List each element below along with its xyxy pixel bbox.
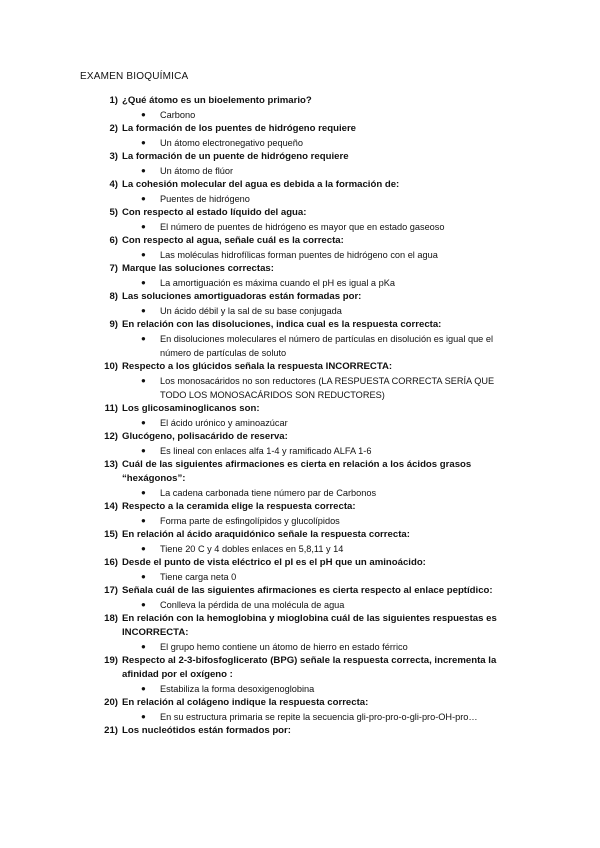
answer-text: Forma parte de esfingolípidos y glucolípidos (160, 516, 340, 526)
answer-row (0, 444, 600, 458)
question-number: 14) (104, 501, 118, 512)
answer-row (0, 542, 600, 556)
question-row (0, 500, 600, 514)
question-text: Glucógeno, polisacárido de reserva: (122, 431, 288, 442)
question-item (0, 290, 600, 318)
answer-text: Tiene carga neta 0 (160, 572, 237, 582)
question-text: En relación con la hemoglobina y mioglobina cuál de las siguientes respuestas es INCORRECTA: (122, 613, 497, 638)
bullet-icon: ● (141, 376, 146, 385)
question-row (0, 458, 600, 486)
question-number: 6) (109, 235, 118, 246)
question-number: 20) (104, 697, 118, 708)
question-text: Cuál de las siguientes afirmaciones es cierta en relación a los ácidos grasos “hexágonos”: (122, 459, 472, 484)
question-text: Los glicosaminoglicanos son: (122, 403, 260, 414)
question-row (0, 430, 600, 444)
question-number: 19) (104, 655, 118, 666)
bullet-icon: ● (141, 544, 146, 553)
question-number: 3) (109, 151, 118, 162)
question-row (0, 528, 600, 542)
question-item (0, 262, 600, 290)
answer-text: El número de puentes de hidrógeno es mayor que en estado gaseoso (160, 222, 445, 232)
answer-row (0, 374, 600, 402)
question-item (0, 724, 600, 738)
question-number: 16) (104, 557, 118, 568)
question-number: 4) (109, 179, 118, 190)
bullet-icon: ● (141, 712, 146, 721)
question-number: 21) (104, 725, 118, 736)
answer-row (0, 640, 600, 654)
question-row (0, 318, 600, 332)
question-text: En relación al colágeno indique la respuesta correcta: (122, 697, 369, 708)
answer-row (0, 486, 600, 500)
question-item (0, 122, 600, 150)
bullet-icon: ● (141, 194, 146, 203)
question-item (0, 654, 600, 696)
answer-row (0, 220, 600, 234)
answer-row (0, 570, 600, 584)
answer-row (0, 136, 600, 150)
question-text: En relación con las disoluciones, indica cual es la respuesta correcta: (122, 319, 442, 330)
answer-text: El ácido urónico y aminoazúcar (160, 418, 288, 428)
document-title: EXAMEN BIOQUÍMICA (80, 71, 189, 82)
answer-row (0, 710, 600, 724)
answer-row (0, 192, 600, 206)
question-item (0, 528, 600, 556)
question-text: Desde el punto de vista eléctrico el pI es el pH que un aminoácido: (122, 557, 426, 568)
question-item (0, 556, 600, 584)
answer-row (0, 276, 600, 290)
question-text: La formación de los puentes de hidrógeno requiere (122, 123, 357, 134)
question-text: Señala cuál de las siguientes afirmaciones es cierta respecto al enlace peptídico: (122, 585, 493, 596)
question-text: Las soluciones amortiguadoras están formadas por: (122, 291, 362, 302)
question-row (0, 556, 600, 570)
question-text: La formación de un puente de hidrógeno requiere (122, 151, 349, 162)
question-row (0, 178, 600, 192)
question-number: 5) (109, 207, 118, 218)
answer-text: Carbono (160, 110, 196, 120)
answer-text: Un átomo de flúor (160, 166, 234, 176)
question-row (0, 696, 600, 710)
question-row (0, 122, 600, 136)
answer-text: La amortiguación es máxima cuando el pH es igual a pKa (160, 278, 395, 288)
bullet-icon: ● (141, 278, 146, 287)
answer-text: Tiene 20 C y 4 dobles enlaces en 5,8,11 y 14 (160, 544, 344, 554)
question-number: 15) (104, 529, 118, 540)
answer-row (0, 514, 600, 528)
answer-row (0, 108, 600, 122)
bullet-icon: ● (141, 138, 146, 147)
bullet-icon: ● (141, 684, 146, 693)
bullet-icon: ● (141, 110, 146, 119)
answer-text: La cadena carbonada tiene número par de Carbonos (160, 488, 377, 498)
answer-row (0, 248, 600, 262)
bullet-icon: ● (141, 334, 146, 343)
answer-row (0, 304, 600, 318)
question-item (0, 206, 600, 234)
question-row (0, 584, 600, 598)
question-number: 1) (109, 95, 118, 106)
question-item (0, 612, 600, 654)
bullet-icon: ● (141, 600, 146, 609)
bullet-icon: ● (141, 418, 146, 427)
question-row (0, 206, 600, 220)
bullet-icon: ● (141, 222, 146, 231)
question-text: Con respecto al estado líquido del agua: (122, 207, 307, 218)
question-text: Respecto al 2-3-bifosfoglicerato (BPG) señale la respuesta correcta, incrementa la afinidad por el oxígeno : (122, 655, 497, 680)
question-list (0, 94, 600, 738)
question-number: 10) (104, 361, 118, 372)
answer-text: Las moléculas hidrofílicas forman puentes de hidrógeno con el agua (160, 250, 438, 260)
question-item (0, 178, 600, 206)
answer-text: Estabiliza la forma desoxigenoglobina (160, 684, 315, 694)
answer-text: Un átomo electronegativo pequeño (160, 138, 304, 148)
question-item (0, 234, 600, 262)
answer-text: Puentes de hidrógeno (160, 194, 250, 204)
answer-text: En su estructura primaria se repite la secuencia gli-pro-pro-o-gli-pro-OH-pro… (160, 712, 478, 722)
question-row (0, 234, 600, 248)
question-number: 7) (109, 263, 118, 274)
question-number: 11) (104, 403, 118, 414)
question-number: 12) (104, 431, 118, 442)
question-number: 9) (109, 319, 118, 330)
answer-text: Conlleva la pérdida de una molécula de agua (160, 600, 345, 610)
question-row (0, 724, 600, 738)
question-text: Los nucleótidos están formados por: (122, 725, 291, 736)
question-row (0, 654, 600, 682)
answer-text: El grupo hemo contiene un átomo de hierro en estado férrico (160, 642, 408, 652)
question-item (0, 500, 600, 528)
question-row (0, 94, 600, 108)
question-row (0, 262, 600, 276)
answer-row (0, 332, 600, 360)
bullet-icon: ● (141, 516, 146, 525)
question-item (0, 94, 600, 122)
question-text: Respecto a la ceramida elige la respuesta correcta: (122, 501, 356, 512)
question-item (0, 402, 600, 430)
question-text: En relación al ácido araquidónico señale la respuesta correcta: (122, 529, 410, 540)
question-text: ¿Qué átomo es un bioelemento primario? (122, 95, 312, 106)
question-number: 18) (104, 613, 118, 624)
bullet-icon: ● (141, 446, 146, 455)
question-text: Marque las soluciones correctas: (122, 263, 274, 274)
question-number: 17) (104, 585, 118, 596)
answer-text: Un ácido débil y la sal de su base conjugada (160, 306, 342, 316)
answer-text: Los monosacáridos no son reductores (LA RESPUESTA CORRECTA SERÍA QUE TODO LOS MONOSACÁRIDOS SON REDUCTORES) (160, 376, 495, 400)
bullet-icon: ● (141, 572, 146, 581)
bullet-icon: ● (141, 166, 146, 175)
question-item (0, 360, 600, 402)
bullet-icon: ● (141, 642, 146, 651)
question-text: La cohesión molecular del agua es debida a la formación de: (122, 179, 400, 190)
bullet-icon: ● (141, 488, 146, 497)
answer-row (0, 164, 600, 178)
question-item (0, 584, 600, 612)
answer-row (0, 416, 600, 430)
question-row (0, 150, 600, 164)
question-row (0, 360, 600, 374)
question-item (0, 458, 600, 500)
question-row (0, 612, 600, 640)
question-row (0, 290, 600, 304)
question-item (0, 696, 600, 724)
question-text: Respecto a los glúcidos señala la respuesta INCORRECTA: (122, 361, 393, 372)
question-number: 13) (104, 459, 118, 470)
bullet-icon: ● (141, 306, 146, 315)
answer-row (0, 682, 600, 696)
question-item (0, 150, 600, 178)
question-item (0, 318, 600, 360)
question-row (0, 402, 600, 416)
question-item (0, 430, 600, 458)
question-text: Con respecto al agua, señale cuál es la correcta: (122, 235, 344, 246)
answer-text: Es lineal con enlaces alfa 1-4 y ramificado ALFA 1-6 (160, 446, 372, 456)
answer-row (0, 598, 600, 612)
bullet-icon: ● (141, 250, 146, 259)
question-number: 8) (109, 291, 118, 302)
answer-text: En disoluciones moleculares el número de partículas en disolución es igual que el número de partículas de soluto (160, 334, 493, 358)
question-number: 2) (109, 123, 118, 134)
